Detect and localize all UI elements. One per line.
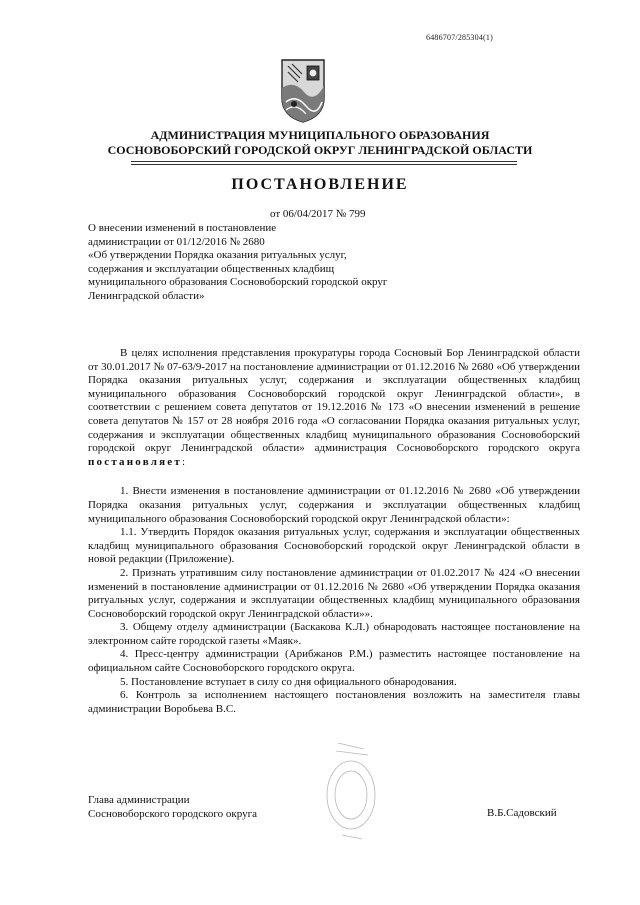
document-title: ПОСТАНОВЛЕНИЕ (231, 176, 409, 193)
document-body (88, 347, 580, 716)
subject-line: Ленинградской области» (88, 289, 205, 302)
signature-position-line-2: Сосновоборского городского округа (88, 808, 258, 820)
item-1: 1. Внести изменения в постановление администрации от 01.12.2016 № 2680 «Об утверждении Порядка оказания ритуальных услуг, содержания и эксплуатации общественных кладбищ муниципального образования Сосновоборский городской округ Ленинградской области»: (88, 485, 580, 525)
header-divider (131, 161, 517, 165)
item-4: 4. Пресс-центру администрации (Арибжанов Р.М.) разместить настоящее постановление на официальном сайте Сосновоборского городского округа. (88, 648, 580, 675)
preamble-paragraph (88, 347, 580, 469)
item-6: 6. Контроль за исполнением настоящего постановления возложить на заместителя главы администрации Воробьева В.С. (88, 689, 580, 715)
signature-position-line-1: Глава администрации (88, 794, 190, 806)
signatory-name: В.Б.Садовский (487, 807, 557, 819)
subject-block (88, 222, 418, 303)
item-5: 5. Постановление вступает в силу со дня официального обнародования. (120, 675, 457, 688)
document-date: от 06/04/2017 № 799 (270, 208, 366, 220)
subject-line: О внесении изменений в постановление (88, 222, 277, 234)
item-2: 2. Признать утратившим силу постановление администрации от 01.02.2017 № 424 «О внесении изменений в постановление администрации от 01.12.2016 № 2680 «Об утверждении Порядка оказания ритуальных услуг, содержания и эксплуатации общественных кладбищ муниципального образования Сосновоборский городской округ Ленинградской области»». (88, 566, 580, 620)
preamble-text: В целях исполнения представления прокуратуры города Сосновый Бор Ленинградской области от 30.01.2017 № 07-63/9-2017 на постановление администрации от 01.12.2016 № 2680 «Об утверждении Порядка оказания ритуальных услуг, содержания и эксплуатации общественных кладбищ муниципального образования Сосновоборский городской округ Ленинградской области», в соответствии с решением совета депутатов от 19.12.2016 № 173 «О внесении изменений в решение совета депутатов № 157 от 28 ноября 2016 года «О согласовании Порядка оказания ритуальных услуг, содержания и эксплуатации общественных кладбищ муниципального образования Сосновоборский городской округ Ленинградской области» администрация Сосновоборского городского округа (88, 347, 580, 455)
subject-line: содержания и эксплуатации общественных кладбищ (88, 262, 335, 275)
subject-line: «Об утверждении Порядка оказания ритуальных услуг, (88, 249, 347, 261)
coat-of-arms-emblem (280, 58, 326, 124)
stamp-mark (318, 735, 384, 845)
org-line-1: АДМИНИСТРАЦИЯ МУНИЦИПАЛЬНОГО ОБРАЗОВАНИЯ (150, 128, 490, 142)
decree-colon: : (181, 455, 185, 468)
signature-position (88, 793, 257, 821)
decree-word: постановляет (88, 455, 182, 468)
org-line-2: СОСНОВОБОРСКИЙ ГОРОДСКОЙ ОКРУГ ЛЕНИНГРАДСКОЙ ОБЛАСТИ (107, 143, 533, 157)
item-1-1: 1.1. Утвердить Порядок оказания ритуальных услуг, содержания и эксплуатации общественных кладбищ муниципального образования Сосновоборский городской округ Ленинградской области в новой редакции (Приложение). (88, 526, 580, 566)
organization-name (0, 128, 640, 158)
subject-line: администрации от 01/12/2016 № 2680 (88, 235, 265, 248)
item-3: 3. Общему отделу администрации (Баскакова К.Л.) обнародовать настоящее постановление на электронном сайте городской газеты «Маяк». (88, 621, 580, 647)
subject-line: муниципального образования Сосновоборский городской округ (88, 276, 388, 288)
document-number: 6486707/285304(1) (426, 33, 493, 42)
